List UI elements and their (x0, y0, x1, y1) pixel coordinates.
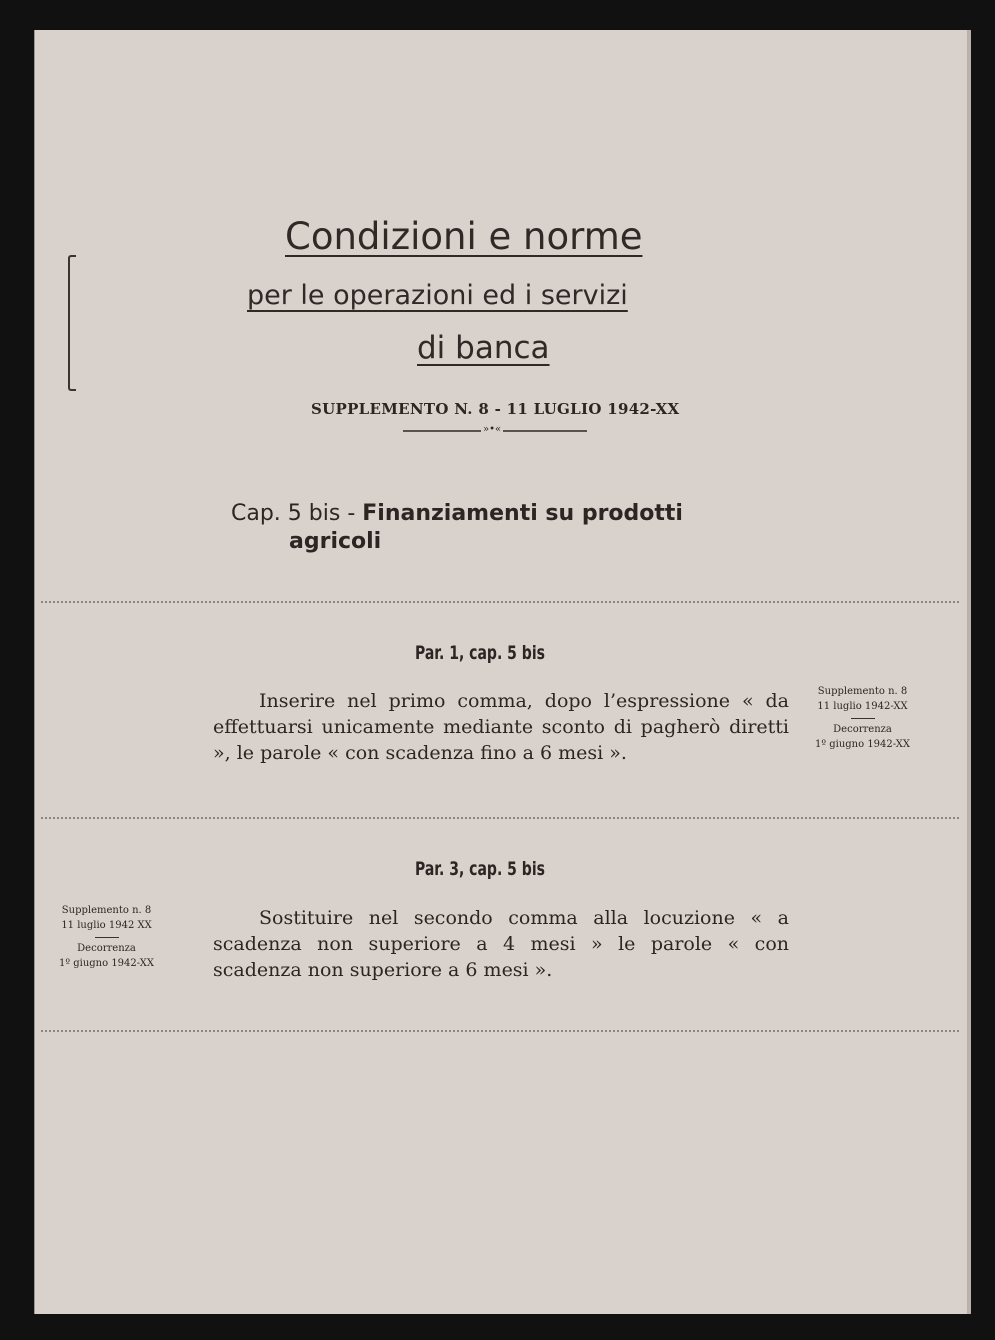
ornament-rule (403, 424, 587, 435)
section-heading: Par. 3, cap. 5 bis (415, 858, 545, 880)
supplement-line: SUPPLEMENTO N. 8 - 11 LUGLIO 1942-XX (311, 400, 680, 418)
chapter-title-a: Finanziamenti su prodotti (362, 501, 683, 526)
title-line-1: Condizioni e norme (285, 215, 643, 258)
note-supplement: Supplemento n. 8 (817, 686, 908, 697)
document-page (34, 30, 967, 1314)
dotted-separator (41, 601, 959, 603)
note-label: Decorrenza (833, 724, 892, 735)
staple (68, 255, 76, 391)
note-effective-date: 1º giugno 1942-XX (59, 958, 155, 969)
title-line-2: per le operazioni ed i servizi (247, 280, 628, 311)
note-effective-date: 1º giugno 1942-XX (815, 739, 911, 750)
note-date: 11 luglio 1942-XX (817, 701, 908, 712)
section-text: Inserire nel primo comma, dopo l’espressione « da effettuarsi unicamente mediante sconto di pagherò diretti », le parole « con scadenza fino a 6 mesi ». (213, 690, 789, 764)
title-line-3: di banca (417, 330, 550, 366)
margin-note (815, 684, 910, 752)
chapter-title-b: agricoli (289, 529, 382, 554)
section-body (213, 688, 789, 766)
ornament-glyph: »•« (483, 424, 502, 435)
note-date: 11 luglio 1942 XX (61, 920, 152, 931)
note-supplement: Supplemento n. 8 (61, 905, 152, 916)
margin-note (59, 903, 154, 971)
chapter-prefix: Cap. 5 bis - (231, 501, 363, 526)
note-dash (851, 718, 875, 719)
section-body (213, 905, 789, 983)
dotted-separator (41, 817, 959, 819)
note-label: Decorrenza (77, 943, 136, 954)
note-dash (95, 937, 119, 938)
section-heading: Par. 1, cap. 5 bis (415, 642, 545, 664)
section-text: Sostituire nel secondo comma alla locuzione « a scadenza non superiore a 4 mesi » le parole « con scadenza non superiore a 6 mesi ». (213, 907, 789, 981)
dotted-separator (41, 1030, 959, 1032)
chapter-heading (231, 500, 791, 556)
